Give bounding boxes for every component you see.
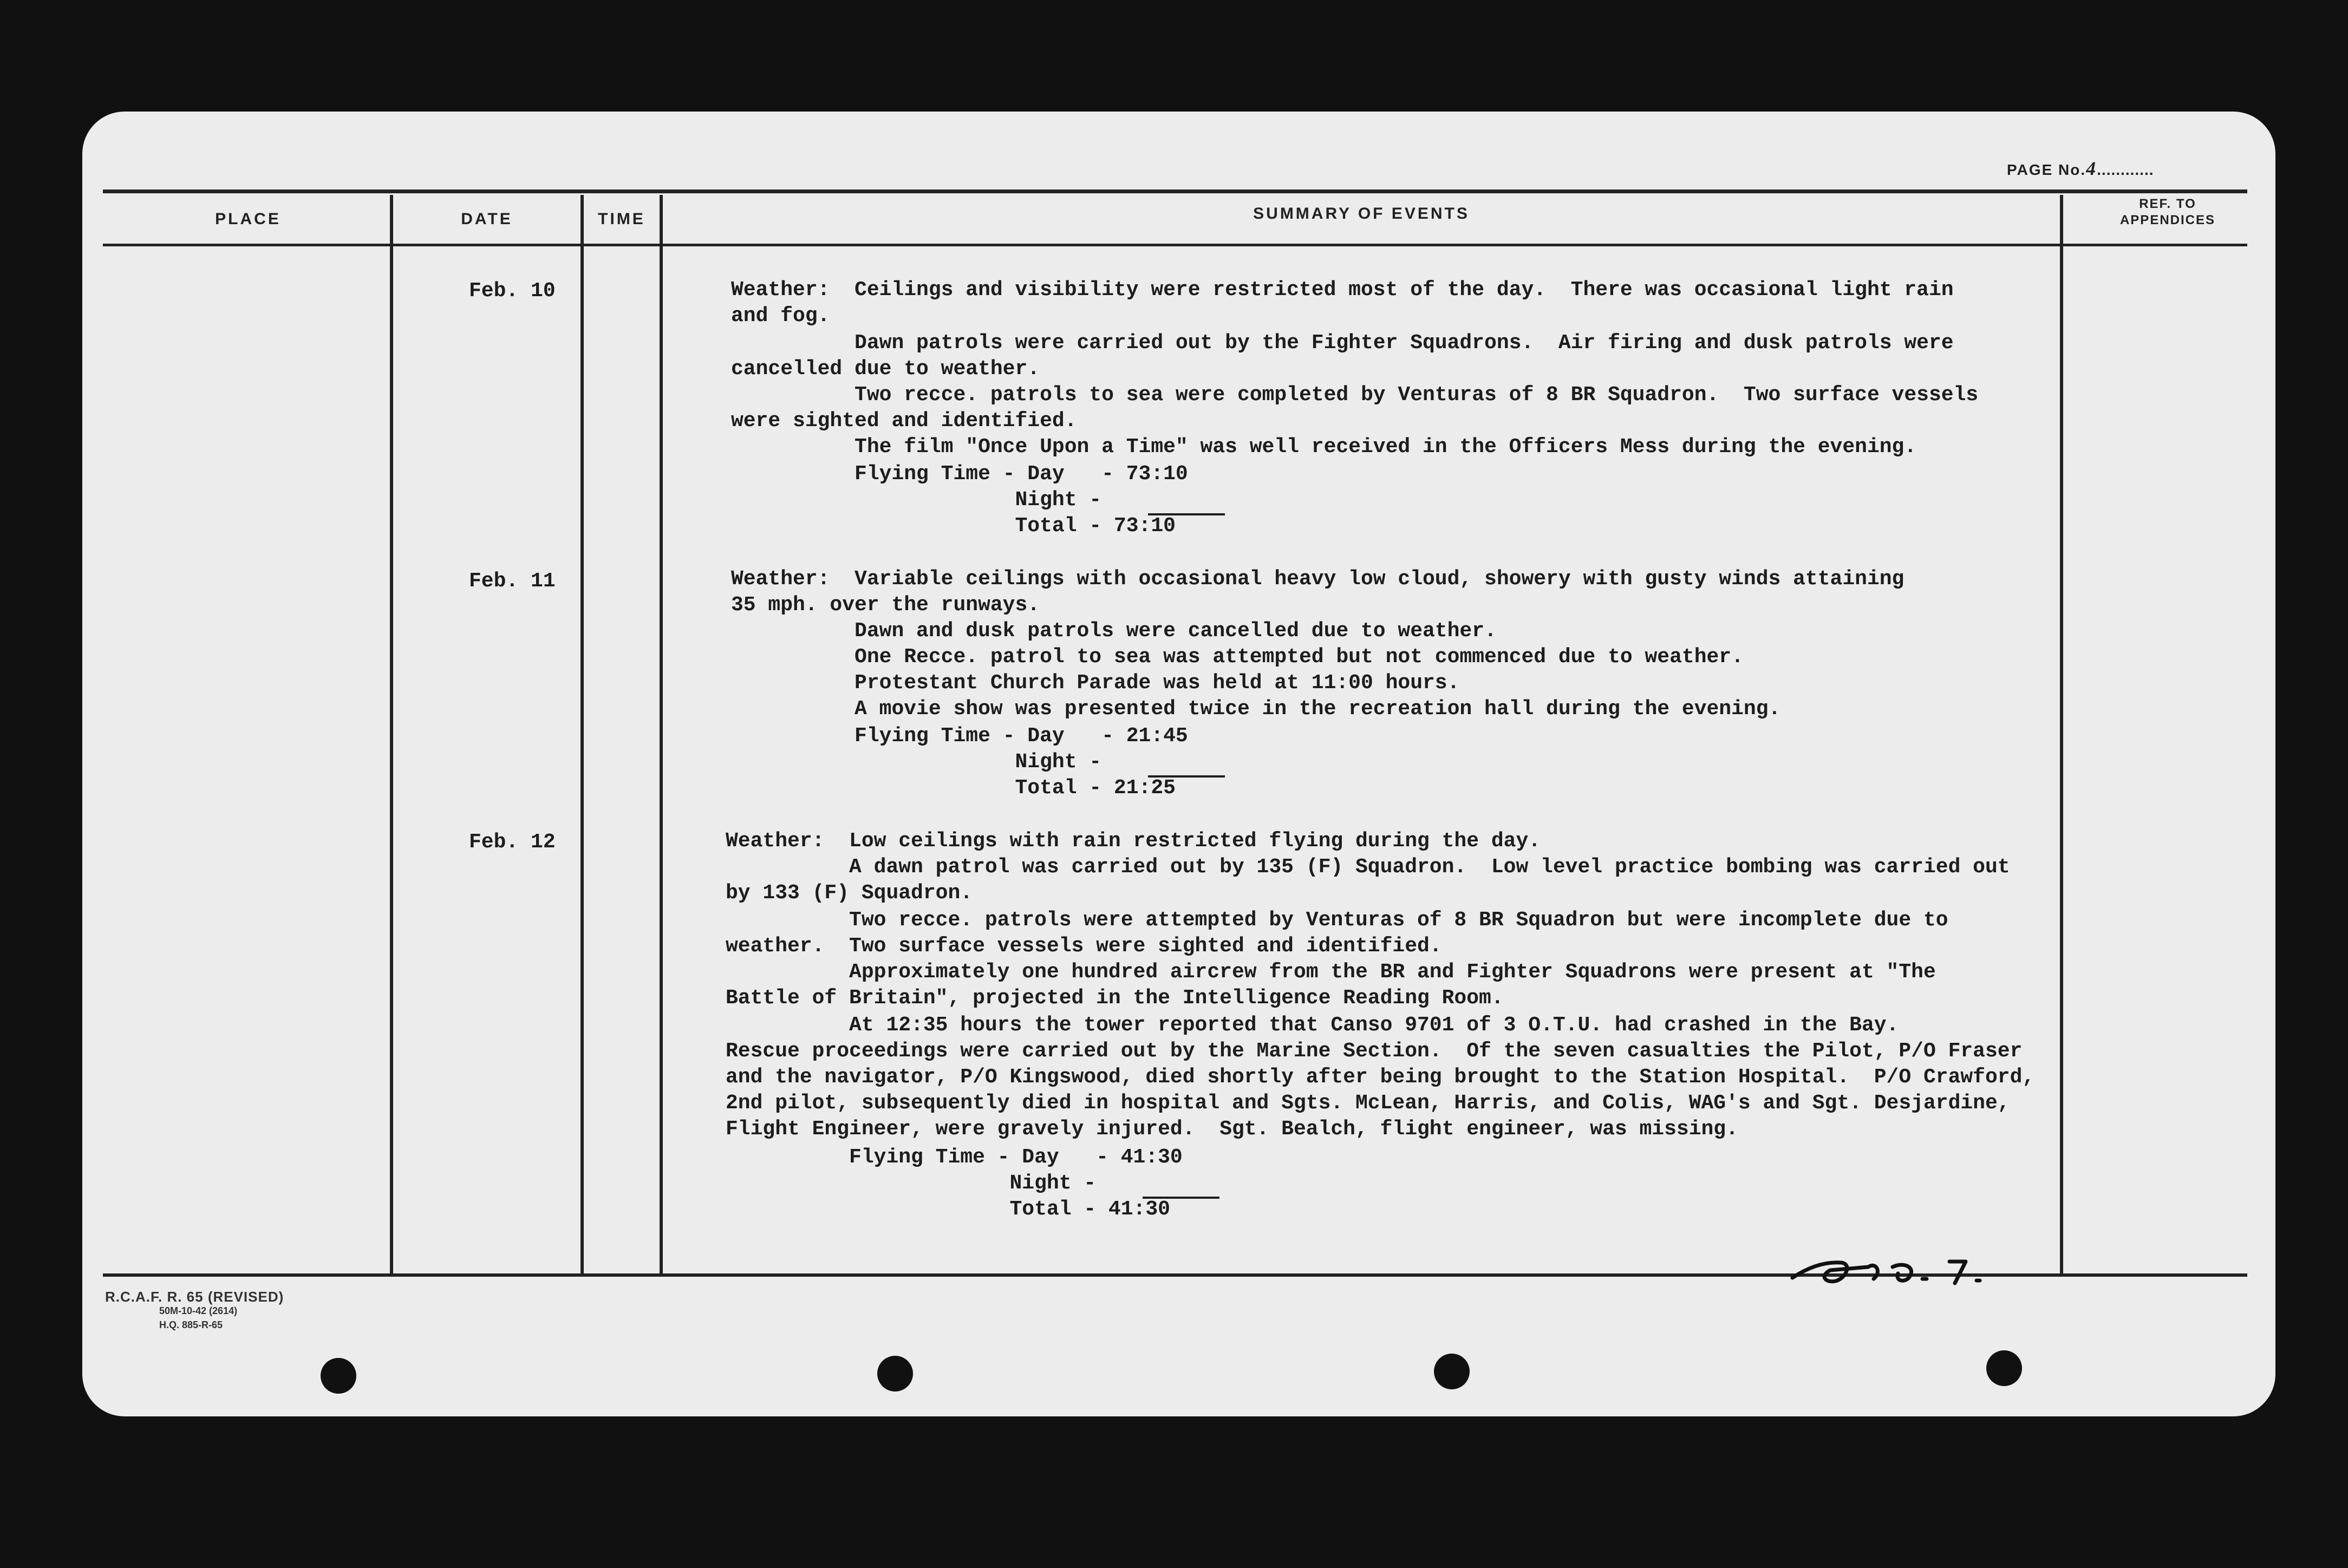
summary-line: were sighted and identified. <box>731 409 1077 433</box>
page-number-label: PAGE No. <box>2007 161 2086 178</box>
column-header-time: TIME <box>598 210 645 228</box>
summary-line: Weather: Ceilings and visibility were restricted most of the day. There was occasional light rain <box>731 278 1954 302</box>
summary-line: A movie show was presented twice in the recreation hall during the evening. <box>731 697 1781 721</box>
flying-time-day: Flying Time - Day - 41:30 <box>726 1146 1183 1169</box>
summary-line: A dawn patrol was carried out by 135 (F) Squadron. Low level practice bombing was carried out <box>726 855 2010 879</box>
column-header-date: DATE <box>461 210 513 228</box>
summary-line: One Recce. patrol to sea was attempted but not commenced due to weather. <box>731 645 1744 669</box>
summary-line: and fog. <box>731 304 830 328</box>
summary-line: Weather: Variable ceilings with occasional heavy low cloud, showery with gusty winds attaining <box>731 567 1905 591</box>
column-divider-date-time <box>581 195 584 1273</box>
page-number-value: 4 <box>2086 158 2097 179</box>
column-header-place: PLACE <box>215 210 281 228</box>
page-number <box>2007 157 2154 180</box>
total-overline <box>1148 775 1225 778</box>
summary-line: Two recce. patrols were attempted by Venturas of 8 BR Squadron but were incomplete due to <box>726 909 1948 932</box>
entry-date: Feb. 11 <box>469 570 556 593</box>
signature-mark <box>1787 1229 2069 1294</box>
summary-line: weather. Two surface vessels were sighted and identified. <box>726 935 1442 958</box>
flying-time-day: Flying Time - Day - 21:45 <box>731 724 1188 748</box>
summary-line: The film "Once Upon a Time" was well received in the Officers Mess during the evening. <box>731 435 1917 459</box>
column-divider-place-date <box>390 195 393 1273</box>
summary-line: At 12:35 hours the tower reported that Canso 9701 of 3 O.T.U. had crashed in the Bay. <box>726 1014 1899 1037</box>
header-top-rule <box>103 190 2247 193</box>
punch-hole <box>321 1358 356 1394</box>
flying-time-night: Night - <box>726 1172 1097 1195</box>
summary-line: Dawn and dusk patrols were cancelled due to weather. <box>731 619 1497 643</box>
flying-time-total: Total - 41:30 <box>726 1198 1170 1221</box>
summary-line: cancelled due to weather. <box>731 357 1040 381</box>
summary-line: Protestant Church Parade was held at 11:00 hours. <box>731 671 1460 695</box>
summary-line: Weather: Low ceilings with rain restricted flying during the day. <box>726 829 1541 853</box>
summary-line: by 133 (F) Squadron. <box>726 881 973 905</box>
form-hq-code: H.Q. 885-R-65 <box>159 1319 223 1330</box>
column-header-summary: SUMMARY OF EVENTS <box>1253 205 1470 223</box>
summary-line: 35 mph. over the runways. <box>731 593 1040 617</box>
summary-line: Dawn patrols were carried out by the Fighter Squadrons. Air firing and dusk patrols were <box>731 331 1954 355</box>
punch-hole <box>1986 1350 2022 1386</box>
summary-line: Two recce. patrols to sea were completed by Venturas of 8 BR Squadron. Two surface vessels <box>731 383 1979 407</box>
flying-time-day: Flying Time - Day - 73:10 <box>731 462 1188 486</box>
punch-hole <box>877 1356 913 1391</box>
page-number-dots: ............ <box>2097 161 2154 178</box>
flying-time-total: Total - 73:10 <box>731 514 1176 538</box>
summary-line: and the navigator, P/O Kingswood, died shortly after being brought to the Station Hospital. P/O Crawford, <box>726 1066 2035 1089</box>
form-print-code: 50M-10-42 (2614) <box>159 1305 238 1316</box>
summary-line: 2nd pilot, subsequently died in hospital and Sgts. McLean, Harris, and Colis, WAG's and Sgt. Desjardine, <box>726 1092 2010 1115</box>
entry-date: Feb. 10 <box>469 279 556 303</box>
document-sheet <box>82 112 2275 1416</box>
punch-hole <box>1434 1354 1470 1389</box>
total-overline <box>1143 1197 1219 1199</box>
header-bottom-rule <box>103 244 2247 246</box>
column-header-ref-line2: APPENDICES <box>2119 213 2216 227</box>
column-divider-time-summary <box>660 195 663 1273</box>
flying-time-night: Night - <box>731 488 1102 512</box>
flying-time-night: Night - <box>731 750 1102 774</box>
column-header-ref-line1: REF. TO <box>2139 197 2196 211</box>
column-header-ref <box>2105 196 2230 228</box>
form-number: R.C.A.F. R. 65 (REVISED) <box>105 1289 284 1305</box>
column-divider-summary-ref <box>2060 195 2063 1273</box>
flying-time-total: Total - 21:25 <box>731 776 1176 800</box>
summary-line: Flight Engineer, were gravely injured. Sgt. Bealch, flight engineer, was missing. <box>726 1118 1738 1141</box>
summary-line: Battle of Britain", projected in the Intelligence Reading Room. <box>726 986 1504 1010</box>
total-overline <box>1148 513 1225 515</box>
summary-line: Approximately one hundred aircrew from the BR and Fighter Squadrons were present at "The <box>726 961 1936 984</box>
entry-date: Feb. 12 <box>469 831 556 854</box>
summary-line: Rescue proceedings were carried out by the Marine Section. Of the seven casualties the Pilot, P/O Fraser <box>726 1040 2023 1063</box>
form-identifier <box>105 1290 284 1332</box>
